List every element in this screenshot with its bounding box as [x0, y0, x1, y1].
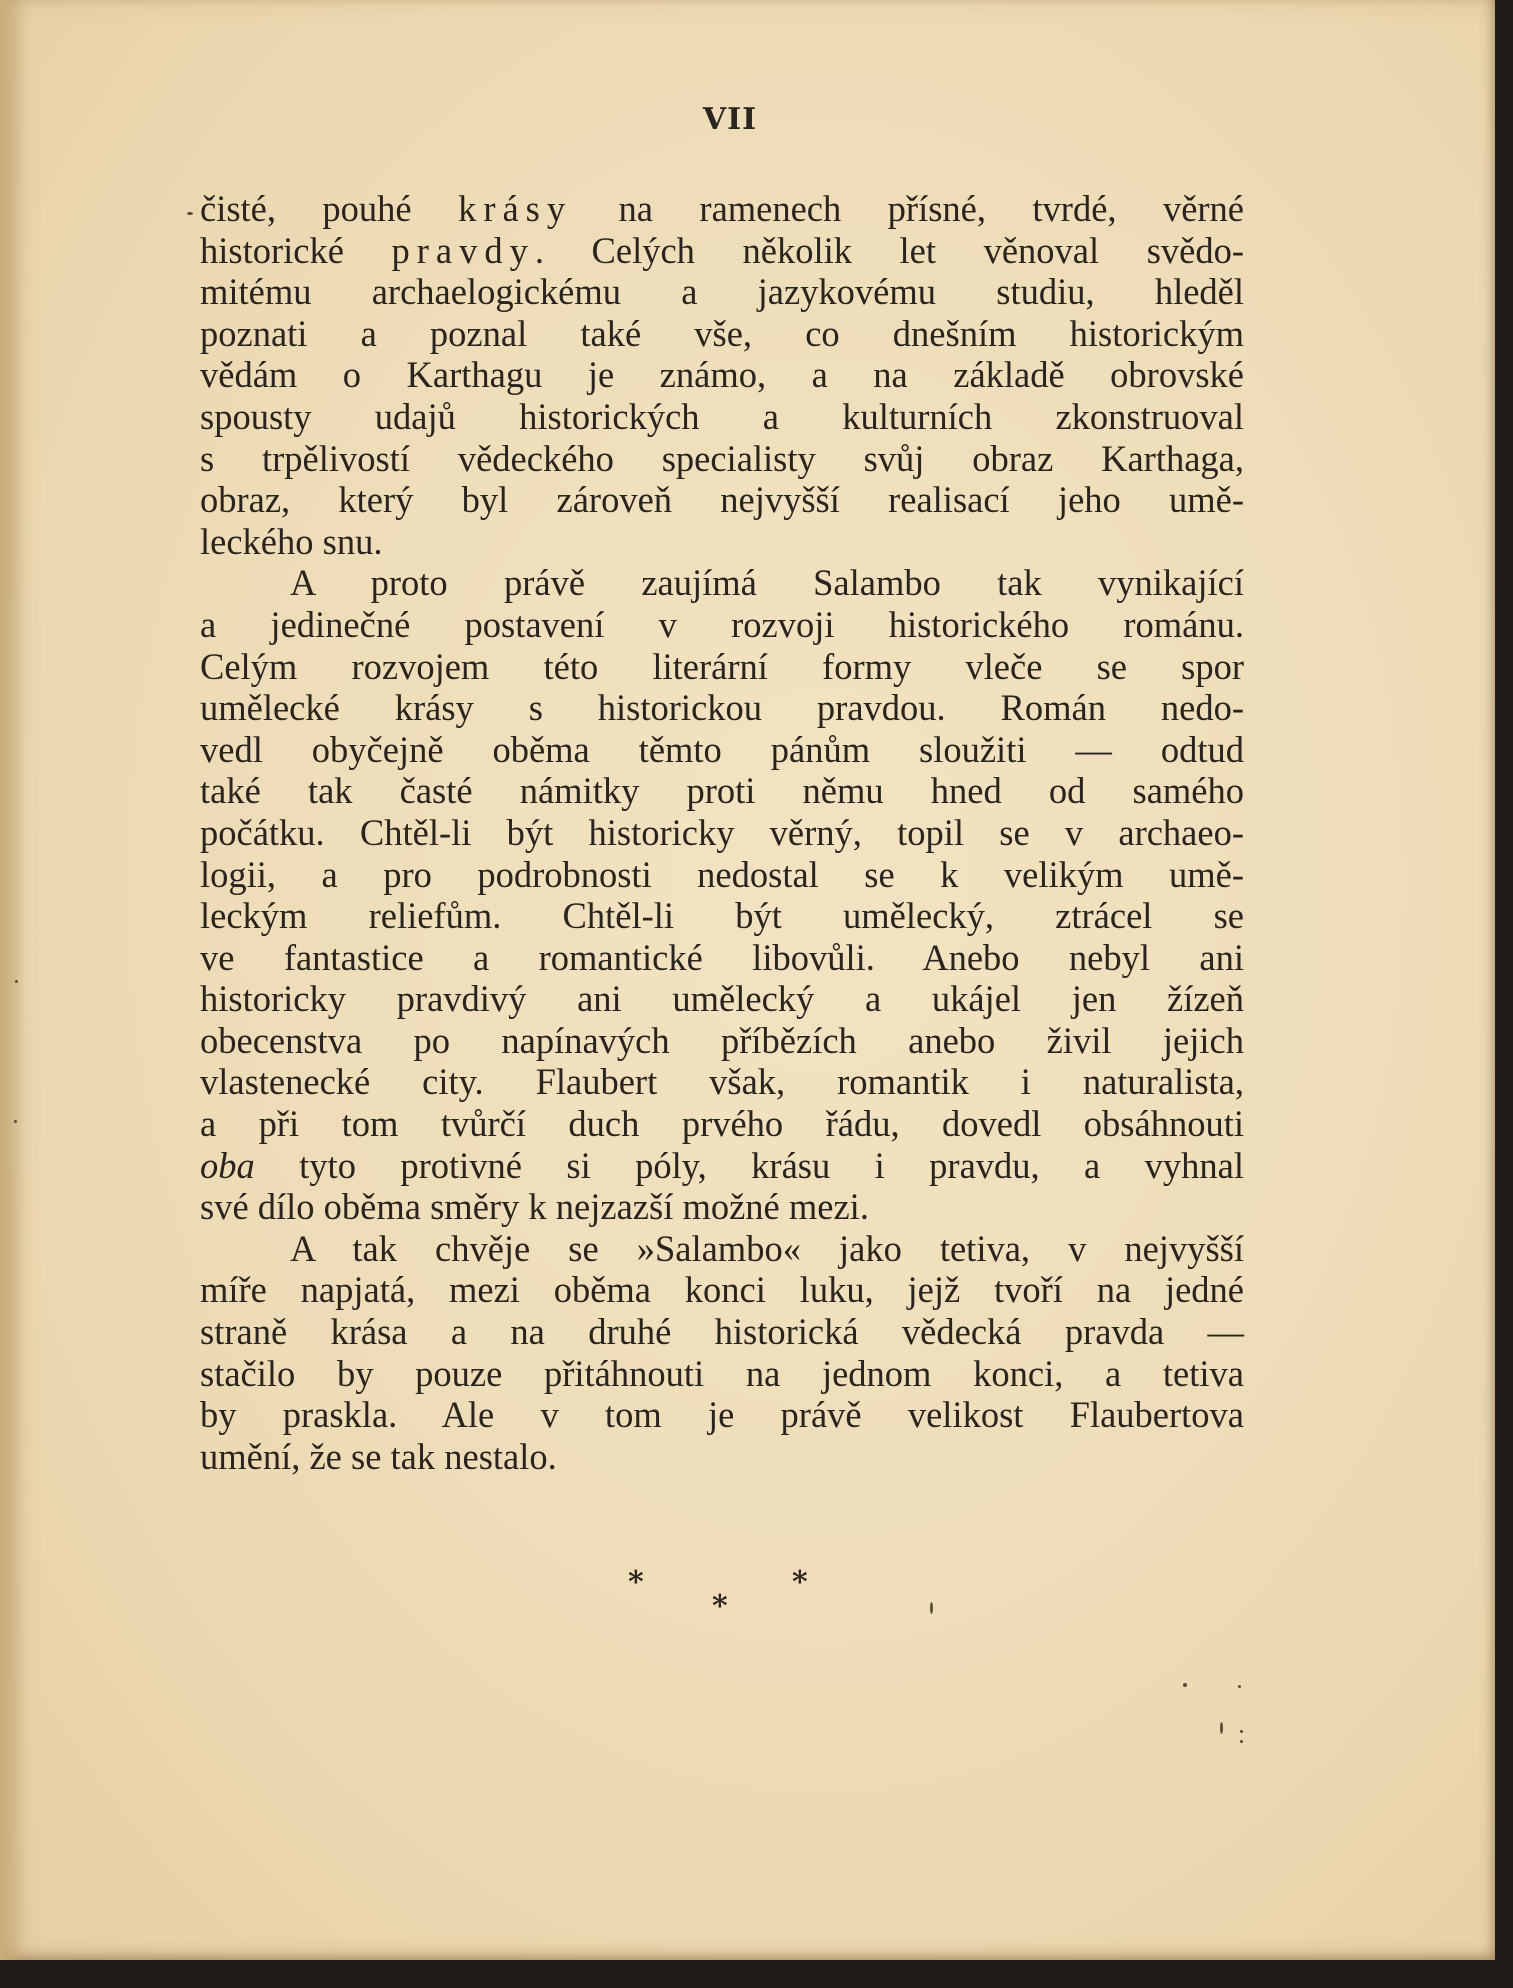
- text-line: s trpělivostí vědeckého specialisty svůj obraz Karthaga,: [200, 437, 1244, 479]
- text-line: vedl obyčejně oběma těmto pánům sloužiti — odtud: [200, 728, 1244, 770]
- text-line: historicky pravdivý ani umělecký a ukájel jen žízeň: [200, 978, 1244, 1020]
- text-line: A tak chvěje se »Salambo« jako tetiva, v nejvyšší: [290, 1227, 1244, 1269]
- text-line: umělecké krásy s historickou pravdou. Román nedo-: [200, 687, 1244, 729]
- text-line: stačilo by pouze přitáhnouti na jednom konci, a tetiva: [200, 1352, 1244, 1394]
- asterisk: *: [792, 1565, 808, 1600]
- text-line: vědám o Karthagu je známo, a na základě obrovské: [200, 354, 1244, 396]
- text-line: historické pravdy. Celých několik let věnoval svědo-: [200, 229, 1244, 271]
- text-line: a jedinečné postavení v rozvoji historického románu.: [200, 603, 1244, 645]
- page-number: VII: [702, 102, 758, 137]
- text-line: logii, a pro podrobnosti nedostal se k velikým umě-: [200, 853, 1244, 895]
- text-line: spousty udajů historických a kulturních zkonstruoval: [200, 395, 1244, 437]
- asterism-ornament: [600, 1565, 860, 1635]
- text-line: poznati a poznal také vše, co dnešním historickým: [200, 312, 1244, 354]
- asterisk: *: [628, 1565, 644, 1600]
- text-line: A proto právě zaujímá Salambo tak vynikající: [290, 562, 1244, 604]
- body-text: [200, 188, 1244, 1477]
- text-line: také tak časté námitky proti němu hned od samého: [200, 770, 1244, 812]
- text-line: leckého snu.: [200, 520, 383, 562]
- text-line: umění, že se tak nestalo.: [200, 1435, 557, 1477]
- text-line: své dílo oběma směry k nejzazší možné mezi.: [200, 1186, 869, 1228]
- text-line: ve fantastice a romantické libovůli. Anebo nebyl ani: [200, 936, 1244, 978]
- text-line: Celým rozvojem této literární formy vleče se spor: [200, 645, 1244, 687]
- page-binding-shadow: [0, 0, 26, 1960]
- text-line: oba tyto protivné si póly, krásu i pravdu, a vyhnal: [200, 1144, 1244, 1186]
- text-line: míře napjatá, mezi oběma konci luku, jejž tvoří na jedné: [200, 1269, 1244, 1311]
- text-line: obraz, který byl zároveň nejvyšší realisací jeho umě-: [200, 479, 1244, 521]
- text-line: vlastenecké city. Flaubert však, romantik i naturalista,: [200, 1061, 1244, 1103]
- text-line: počátku. Chtěl-li být historicky věrný, topil se v archaeo-: [200, 811, 1244, 853]
- text-line: leckým reliefům. Chtěl-li být umělecký, ztrácel se: [200, 895, 1244, 937]
- text-line: čisté, pouhé krásy na ramenech přísné, tvrdé, věrné: [200, 188, 1245, 229]
- text-line: obecenstva po napínavých příbězích anebo živil jejich: [200, 1019, 1244, 1061]
- text-line: a při tom tvůrčí duch prvého řádu, dovedl obsáhnouti: [200, 1103, 1244, 1145]
- asterisk: *: [712, 1589, 728, 1624]
- text-line: by praskla. Ale v tom je právě velikost Flaubertova: [200, 1394, 1244, 1436]
- text-line: mitému archaelogickému a jazykovému studiu, hleděl: [200, 271, 1244, 313]
- text-line: straně krása a na druhé historická vědecká pravda —: [200, 1311, 1244, 1353]
